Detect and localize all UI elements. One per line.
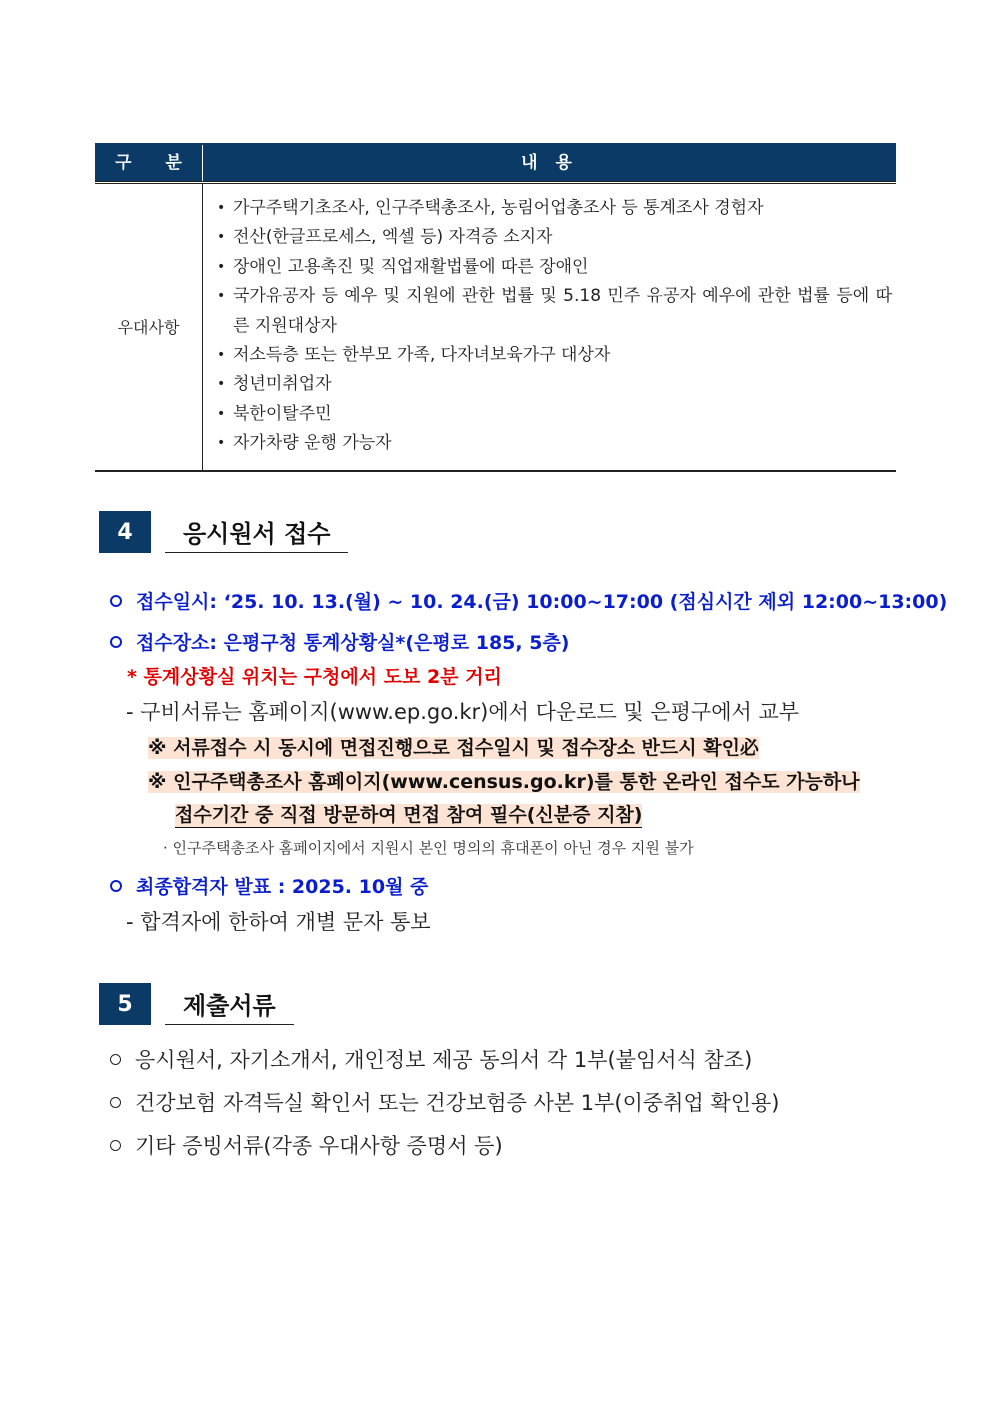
submission-item-3 [110,1130,503,1160]
circle-bullet-icon [110,636,122,648]
section-heading-4 [99,511,348,553]
section-number: 4 [99,511,151,553]
submission-text: 건강보험 자격득실 확인서 또는 건강보험증 사본 1부(이중취업 확인용) [135,1091,780,1115]
result-line [110,872,428,899]
notice-2 [148,767,860,794]
notice-2-continued [175,800,642,827]
list-item: • 북한이탈주민 [217,400,892,429]
application-place-line [110,628,569,655]
list-item: • 자가차량 운행 가능자 [217,429,892,458]
section-number: 5 [99,983,151,1025]
submission-text: 기타 증빙서류(각종 우대사항 증명서 등) [135,1134,503,1158]
qualification-table [95,143,896,472]
circle-bullet-icon [110,880,122,892]
header-content: 내 용 [521,153,578,173]
table-row [95,184,896,472]
list-item: • 저소득층 또는 한부모 가족, 다자녀보육가구 대상자 [217,341,892,370]
circle-bullet-icon [110,1097,121,1108]
notice-2-text-a: ※ 인구주택총조사 홈페이지(www.census.go.kr)를 통한 온라인 접수도 가능하나 [148,771,860,793]
submission-text: 응시원서, 자기소개서, 개인정보 제공 동의서 각 1부(붙임서식 참조) [135,1048,753,1072]
list-item: • 전산(한글프로세스, 엑셀 등) 자격증 소지자 [217,223,892,252]
documents-line: - 구비서류는 홈페이지(www.ep.go.kr)에서 다운로드 및 은평구에서 교부 [126,700,800,724]
list-item: • 장애인 고용촉진 및 직업재활법률에 따른 장애인 [217,253,892,282]
preference-list [217,194,892,459]
result-text: 최종합격자 발표 : 2025. 10월 중 [136,876,429,898]
section-title: 응시원서 접수 [165,511,348,553]
header-category: 구 분 [95,145,203,181]
section-heading-5 [99,983,294,1025]
notice-2-text-b: 접수기간 중 직접 방문하여 면접 참여 필수(신분증 지참) [175,804,643,826]
list-item: • 국가유공자 등 예우 및 지원에 관한 법률 및 5.18 민주 유공자 예우에 관한 법률 등에 따른 지원대상자 [217,282,892,341]
list-item: • 가구주택기초조사, 인구주택총조사, 농림어업총조사 등 통계조사 경험자 [217,194,892,223]
small-note: · 인구주택총조사 홈페이지에서 지원시 본인 명의의 휴대폰이 아닌 경우 지원 불가 [163,839,694,857]
section-title: 제출서류 [165,983,294,1025]
notice-1 [148,733,759,760]
circle-bullet-icon [110,595,122,607]
result-note: - 합격자에 한하여 개별 문자 통보 [126,910,431,934]
circle-bullet-icon [110,1140,121,1151]
circle-bullet-icon [110,1054,121,1065]
application-date-line [110,587,947,614]
row-label: 우대사항 [95,184,203,470]
list-item: • 청년미취업자 [217,370,892,399]
submission-item-2 [110,1087,779,1117]
place-note: * 통계상황실 위치는 구청에서 도보 2분 거리 [127,666,502,688]
notice-1-text: ※ 서류접수 시 동시에 면접진행으로 접수일시 및 접수장소 반드시 확인必 [148,737,759,759]
submission-item-1 [110,1044,752,1074]
row-content [203,184,896,470]
application-place-text: 접수장소: 은평구청 통계상황실*(은평로 185, 5층) [136,632,570,654]
application-date-text: 접수일시: ‘25. 10. 13.(월) ~ 10. 24.(금) 10:00~17:00 (점심시간 제외 12:00~13:00) [136,591,948,613]
table-header [95,143,896,181]
